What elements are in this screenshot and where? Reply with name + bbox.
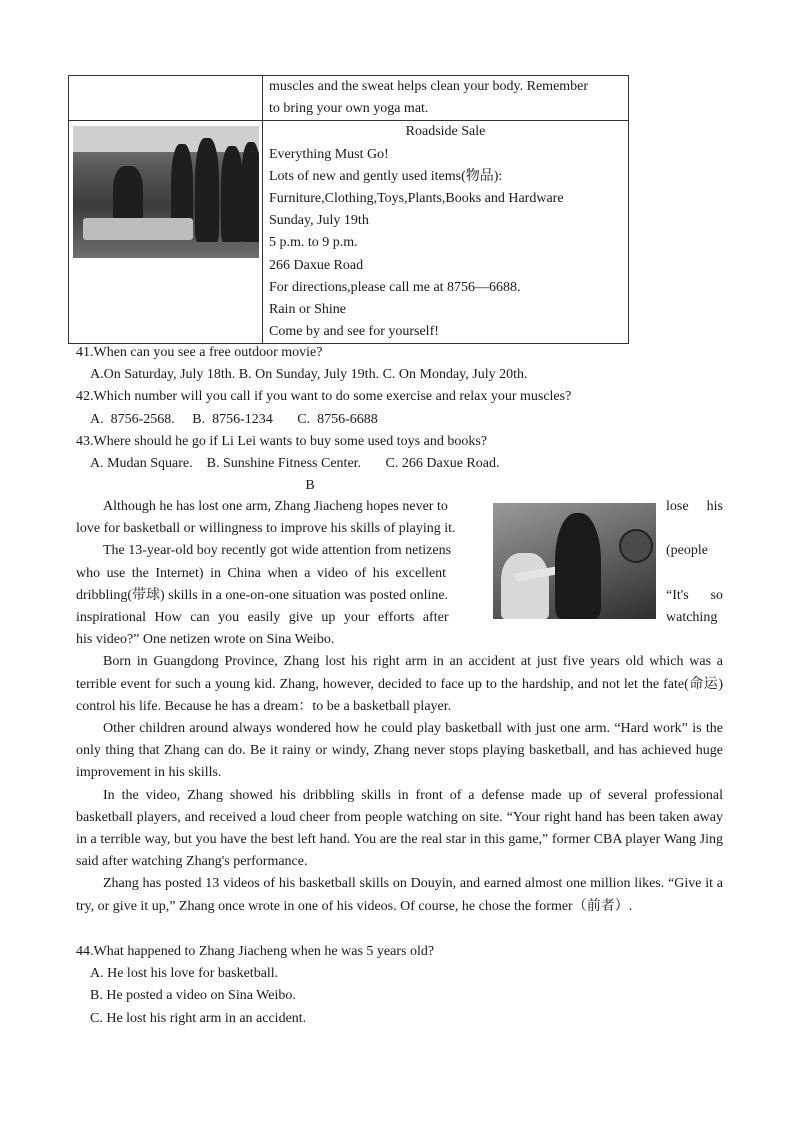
question-42-options: A. 8756-2568. B. 8756-1234 C. 8756-6688: [90, 411, 378, 427]
p1-line-a: Although he has lost one arm, Zhang Jiacheng hopes never to: [103, 499, 448, 514]
question-41-options: A.On Saturday, July 18th. B. On Sunday, July 19th. C. On Monday, July 20th.: [90, 367, 528, 383]
sale-line: Furniture,Clothing,Toys,Plants,Books and Hardware: [269, 191, 564, 207]
roadside-sale-photo: [73, 126, 259, 258]
yoga-ad-tail: [263, 76, 629, 121]
paragraph-3: Born in Guangdong Province, Zhang lost his right arm in an accident at just five years old which was a terrible event for such a young kid. Zhang, however, decided to face up to the hardship, and not let the fate(命运) control his life. Because he has a dream：to be a basketball player.: [76, 654, 723, 714]
paragraph-5: In the video, Zhang showed his dribbling skills in front of a defense made up of several professional basketball players, and received a loud cheer from people watching on site. “Your right hand has been taken away in a terrible way, but you have the best left hand. You are the real star in this game,” former CBA player Wang Jing said after watching Zhang's performance.: [76, 787, 723, 870]
wrap-word: (people: [666, 543, 708, 558]
sale-line: For directions,please call me at 8756—6688.: [269, 279, 521, 295]
question-44-text: 44.What happened to Zhang Jiacheng when he was 5 years old?: [76, 944, 435, 959]
paragraph-4: Other children around always wondered how he could play basketball with just one arm. “Hard work” is the only thing that Zhang can do. Be it rainy or windy, Zhang never stops playing basketball, and has achieved huge improvement in his skills.: [76, 721, 723, 781]
wrap-word: “It's: [666, 588, 689, 603]
empty-cell: [69, 76, 263, 121]
paragraph-6: Zhang has posted 13 videos of his basketball skills on Douyin, and earned almost one million likes. “Give it a try, or give it up,” Zhang once wrote in one of his videos. Of course, he chose the former（前者）.: [76, 876, 723, 914]
wrap-word: his: [706, 499, 723, 514]
question-44-option-a: A. He lost his love for basketball.: [90, 966, 279, 982]
question-44: [76, 941, 434, 1030]
question-44-option-b: B. He posted a video on Sina Weibo.: [90, 988, 296, 1004]
sale-title: Roadside Sale: [405, 124, 486, 140]
ad-table: [68, 75, 629, 344]
sale-line: Come by and see for yourself!: [269, 324, 439, 340]
wrap-right-4: [666, 607, 723, 629]
yoga-line-1: muscles and the sweat helps clean your body. Remember: [269, 79, 589, 94]
question-42: 42.Which number will you call if you want to do some exercise and relax your muscles?: [76, 389, 572, 405]
wrap-right-1: [666, 496, 723, 518]
sale-line: Sunday, July 19th: [269, 213, 369, 229]
wrap-word: so: [710, 588, 723, 603]
sale-line: Lots of new and gently used items(物品):: [269, 168, 503, 184]
roadside-sale-ad: [263, 121, 629, 344]
question-43: 43.Where should he go if Li Lei wants to buy some used toys and books?: [76, 433, 487, 449]
sale-line: Everything Must Go!: [269, 146, 389, 162]
yoga-line-2: to bring your own yoga mat.: [269, 101, 429, 117]
wrap-word: lose: [666, 499, 689, 514]
p1-line-b: love for basketball or willingness to improve his skills of playing it.: [76, 521, 456, 537]
question-43-options: A. Mudan Square. B. Sunshine Fitness Center. C. 266 Daxue Road.: [90, 456, 500, 472]
sale-line: 5 p.m. to 9 p.m.: [269, 235, 358, 251]
wrap-right-2: [666, 540, 723, 562]
question-44-option-c: C. He lost his right arm in an accident.: [90, 1010, 307, 1026]
p2-line-d: inspirational How can you easily give up your efforts after: [76, 610, 449, 626]
p2-line-a: The 13-year-old boy recently got wide attention from netizens: [103, 543, 452, 559]
questions-41-43: [76, 342, 736, 475]
sale-line: 266 Daxue Road: [269, 257, 364, 273]
question-41: 41.When can you see a free outdoor movie?: [76, 345, 323, 360]
p2-line-e: his video?” One netizen wrote on Sina Weibo.: [76, 632, 335, 648]
article-b: [76, 496, 723, 918]
wrap-right-3: [666, 585, 723, 607]
p2-line-b: who use the Internet) in China when a video of his excellent: [76, 565, 447, 581]
sale-photo-cell: [69, 121, 263, 344]
section-b-heading: B: [305, 478, 315, 493]
p2-line-c: dribbling(带球) skills in a one-on-one situation was posted online.: [76, 587, 449, 603]
wrap-word: watching: [666, 610, 718, 625]
sale-line: Rain or Shine: [269, 302, 346, 318]
